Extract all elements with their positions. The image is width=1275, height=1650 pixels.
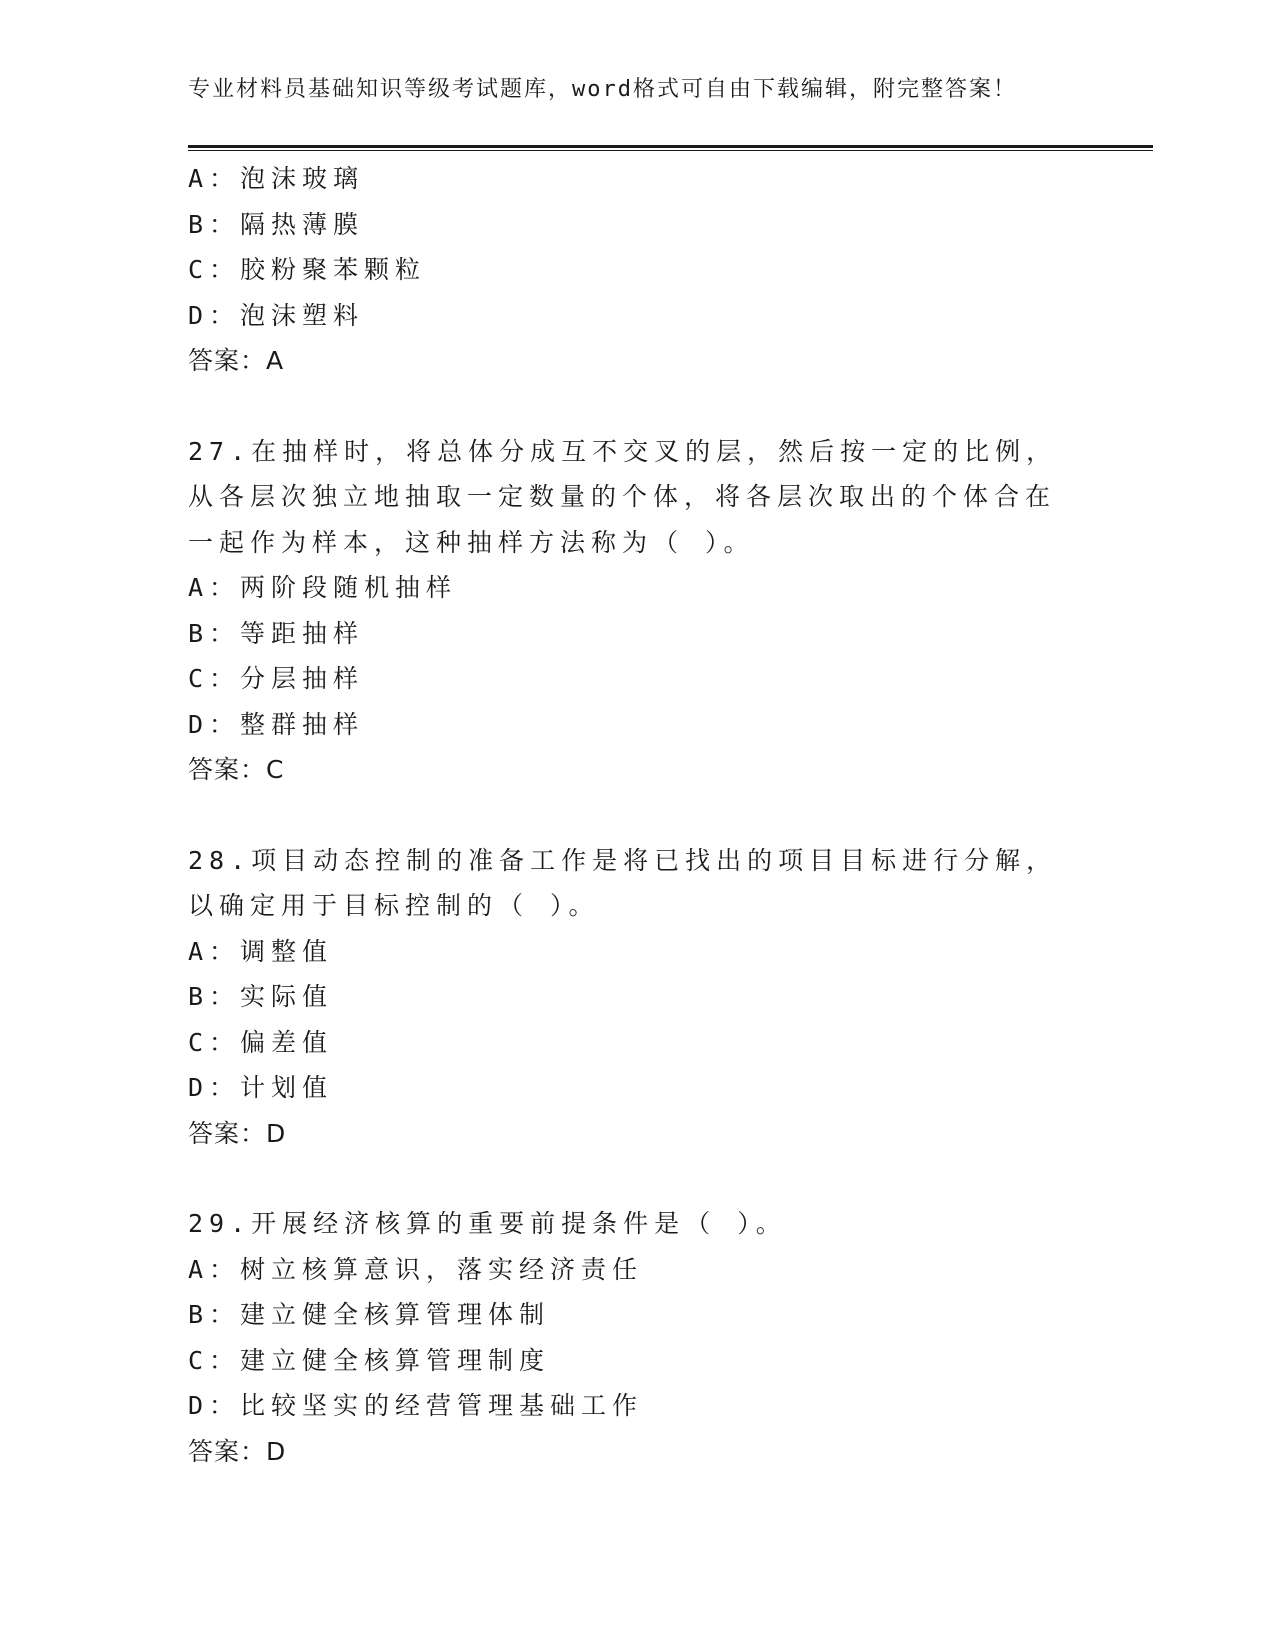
question-28 — [188, 838, 1088, 1157]
document-body — [188, 156, 1088, 1474]
option-c: C：偏差值 — [188, 1027, 334, 1057]
option-b: B：实际值 — [188, 982, 334, 1011]
option-a: A：两阶段随机抽样 — [188, 573, 458, 602]
page-header: 专业材料员基础知识等级考试题库，word格式可自由下载编辑，附完整答案！ — [188, 77, 1017, 102]
header-rule-thick — [188, 145, 1153, 148]
answer-line: 答案：D — [188, 1436, 287, 1466]
question-27 — [188, 429, 1088, 793]
answer-line: 答案：C — [188, 755, 285, 784]
partial-question — [188, 156, 1088, 384]
option-a: A：泡沫玻璃 — [188, 164, 365, 193]
option-b: B：等距抽样 — [188, 618, 365, 648]
option-a: A：调整值 — [188, 936, 334, 966]
option-c: C：建立健全核算管理制度 — [188, 1345, 551, 1375]
question-stem: 29.开展经济核算的重要前提条件是（ ）。 — [188, 1209, 787, 1238]
header-rule-thin — [188, 150, 1153, 151]
option-c: C：胶粉聚苯颗粒 — [188, 255, 427, 284]
option-b: B：建立健全核算管理体制 — [188, 1300, 551, 1329]
question-stem: 27.在抽样时，将总体分成互不交叉的层，然后按一定的比例，从各层次独立地抽取一定数量的个体，将各层次取出的个体合在一起作为样本，这种抽样方法称为（ ）。 — [188, 436, 1058, 557]
option-d: D：整群抽样 — [188, 709, 365, 739]
question-29 — [188, 1201, 1088, 1474]
option-d: D：比较坚实的经营管理基础工作 — [188, 1391, 644, 1420]
option-a: A：树立核算意识，落实经济责任 — [188, 1254, 644, 1284]
answer-line: 答案：A — [188, 346, 285, 375]
option-d: D：泡沫塑料 — [188, 300, 365, 330]
question-stem: 28.项目动态控制的准备工作是将已找出的项目目标进行分解，以确定用于目标控制的（ ）。 — [188, 845, 1058, 920]
answer-line: 答案：D — [188, 1118, 287, 1148]
option-c: C：分层抽样 — [188, 664, 365, 693]
option-d: D：计划值 — [188, 1073, 334, 1102]
option-b: B：隔热薄膜 — [188, 209, 365, 239]
